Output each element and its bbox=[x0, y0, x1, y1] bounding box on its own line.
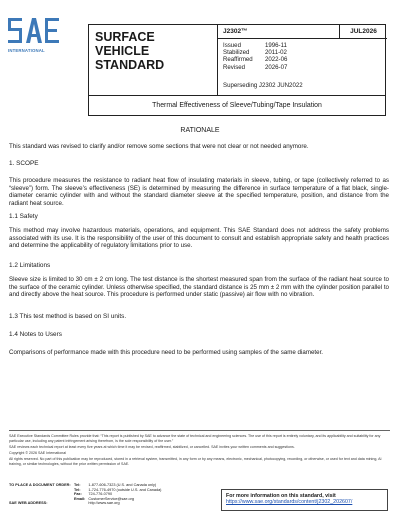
document-subtitle: Thermal Effectiveness of Sleeve/Tubing/Tape Insulation bbox=[89, 95, 385, 116]
standard-url-link[interactable]: https://www.sae.org/standards/content/j2302_202607/ bbox=[226, 499, 353, 505]
safety-heading: 1.1 Safety bbox=[9, 213, 38, 220]
web-address-link[interactable]: http://www.sae.org bbox=[88, 501, 120, 506]
superseding-note: Superseding J2302 JUN2022 bbox=[223, 82, 303, 89]
order-phone-intl: 1-724-776-4970 (outside U.S. and Canada) bbox=[88, 487, 162, 492]
footer-legal bbox=[9, 434, 390, 468]
limitations-text: Sleeve size is limited to 30 cm ± 2 cm long. The test distance is the shortest measured span from the surface of the radiant heat source to the surface of the ceramic cylinder. Unless otherwise specified, the standard distance is 25 mm ± 2 mm with the cylinder position parallel to and directly above the heat source. This procedure is performed under static (passive) air flow with no vibration. bbox=[9, 276, 389, 299]
order-label: TO PLACE A DOCUMENT ORDER: bbox=[9, 483, 71, 487]
order-fax: 724-776-0790 bbox=[88, 492, 113, 497]
notes-text: Comparisons of performance made with this procedure need to be performed using samples of the same diameter. bbox=[9, 349, 324, 356]
date-row-stabilized: Stabilized 2011-02 bbox=[223, 49, 287, 57]
web-address-label: SAE WEB ADDRESS: bbox=[9, 501, 48, 506]
date-row-issued: Issued 1996-11 bbox=[223, 42, 287, 49]
footer-rules-text: SAE Executive Standards Committee Rules provide that: “This report is published by SAE to advance the state of technical and engineering sciences. The use of this report is entirely voluntary, and its applicability and suitability for any particular use, including any patent infringement arising therefrom, is the sole responsibility of the user.” bbox=[9, 434, 381, 443]
document-type-title: SURFACE VEHICLE STANDARD bbox=[89, 25, 218, 95]
scope-text: This procedure measures the resistance to radiant heat flow of insulating materials in sleeve, tubing, or tape (collectively referred to as “sleeve”) form. The sleeve’s effectiveness (SE) is determined by measuring the difference in surface temperature of a flat black, single-diameter ceramic cylinder with and without the standard diameter sleeve at the specified temperature, position, and distance from the radiant heat source. bbox=[9, 177, 389, 207]
footer-divider bbox=[9, 430, 390, 431]
footer-copyright: Copyright © 2026 SAE International bbox=[9, 450, 66, 455]
sae-logo bbox=[8, 16, 66, 53]
footer-rights-text: All rights reserved. No part of this publication may be reproduced, stored in a retrieval system, transmitted, in any form or by any means, electronic, mechanical, photocopying, recording, or otherwise, or used for text and data mining, AI training, or similar technologies, without the prior written permission of SAE. bbox=[9, 457, 382, 466]
document-dates bbox=[223, 42, 287, 71]
limitations-heading: 1.2 Limitations bbox=[9, 262, 51, 269]
footer-review-text: SAE reviews each technical report at least every five years at which time it may be revised, reaffirmed, stabilized, or cancelled. SAE invites your written comments and suggestions. bbox=[9, 444, 295, 449]
more-info-box bbox=[221, 489, 388, 511]
order-contact-table: TO PLACE A DOCUMENT ORDER: Tel: 1-877-606-7323 (U.S. and Canada only) Tel: 1-724-776-4970 (outside U.S. and Canada) Fax: 724-776-0790 Email: CustomerService@sae.org SAE WEB ADDRESS: http://www.sae.org bbox=[9, 483, 164, 506]
order-email: CustomerService@sae.org bbox=[88, 496, 135, 501]
logo-subtitle: INTERNATIONAL bbox=[8, 48, 45, 53]
date-row-reaffirmed: Reaffirmed 2022-06 bbox=[223, 56, 288, 64]
notes-heading: 1.4 Notes to Users bbox=[9, 331, 62, 338]
si-units-note: 1.3 This test method is based on SI units. bbox=[9, 313, 127, 320]
rationale-heading: RATIONALE bbox=[180, 127, 220, 134]
safety-text: This method may involve hazardous materials, operations, and equipment. This SAE Standard does not address the safety problems associated with its use. It is the responsibility of the user of this document to consult and establish appropriate safety and health practices and determine the applicability of regulatory limitations prior to use. bbox=[9, 227, 389, 250]
more-info-title: For more information on this standard, visit bbox=[226, 493, 336, 499]
document-date-code: JUL2026 bbox=[340, 25, 387, 39]
rationale-text: This standard was revised to clarify and/or remove some sections that were not clear or not needed anymore. bbox=[9, 143, 309, 150]
sae-logo-mark-icon bbox=[8, 16, 60, 46]
date-row-revised: Revised 2026-07 bbox=[223, 63, 288, 71]
document-header bbox=[88, 24, 386, 116]
scope-heading: 1. SCOPE bbox=[9, 160, 39, 167]
order-phone-us: 1-877-606-7323 (U.S. and Canada only) bbox=[88, 483, 157, 487]
document-number: J2302™ bbox=[218, 25, 340, 39]
